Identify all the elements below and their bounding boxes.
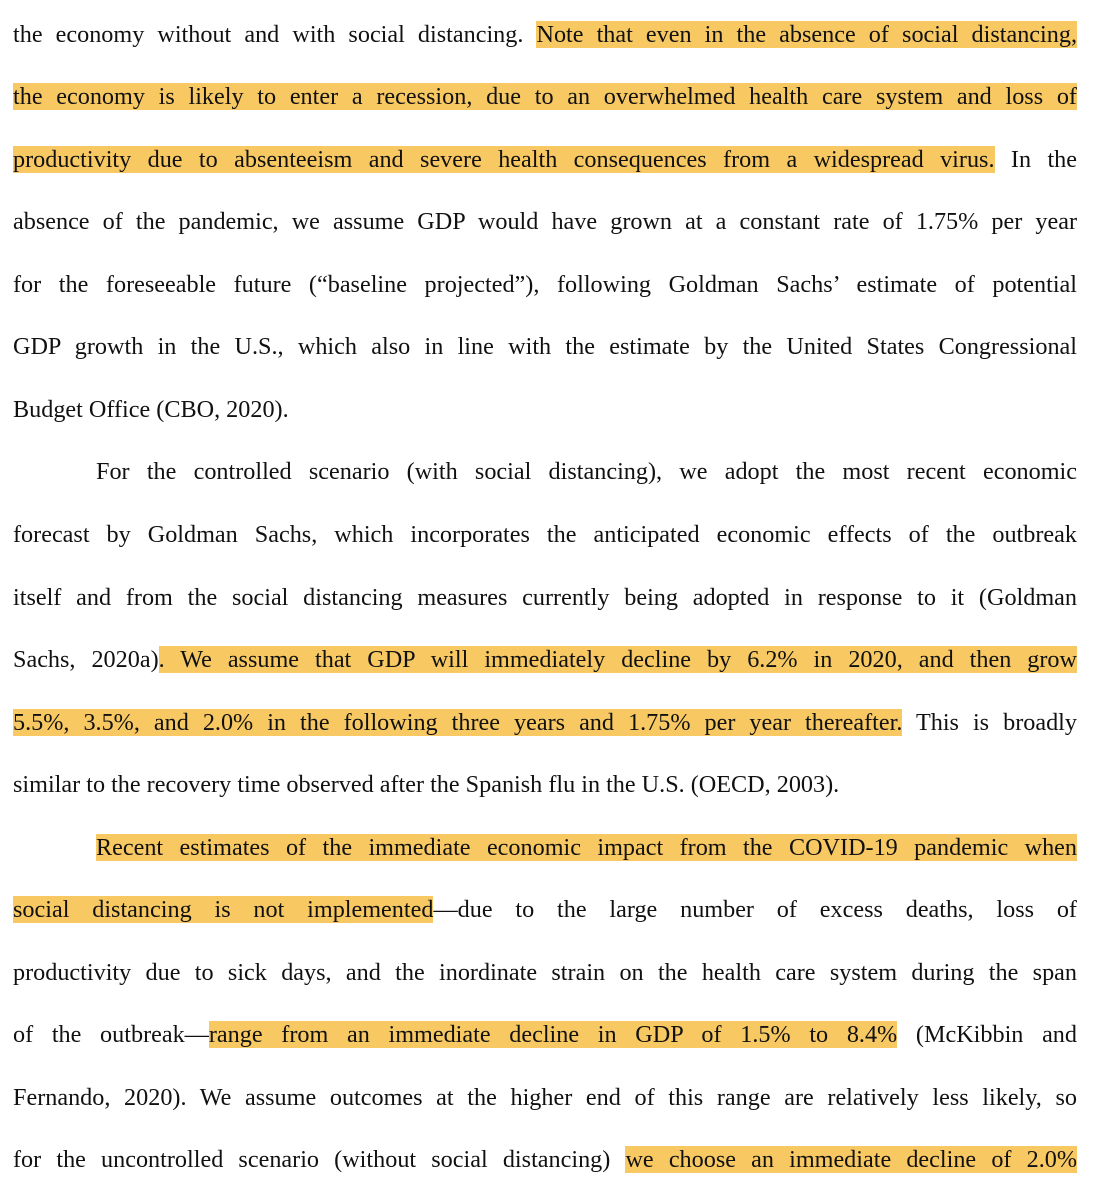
text-line [13, 953, 1077, 993]
text-line [13, 1015, 1077, 1055]
highlighted-segment: social distancing is not implemented [13, 896, 434, 923]
text-segment: —due to the large number of excess deaths, loss of [433, 896, 1077, 923]
text-segment: Fernando, 2020). We assume outcomes at the higher end of this range are relatively less likely, so [13, 1084, 1077, 1111]
text-line [96, 828, 1077, 868]
text-segment: the economy without and with social distancing. [13, 21, 537, 48]
text-line [13, 765, 1077, 805]
highlighted-segment: range from an immediate decline in GDP of 1.5% to 8.4% [208, 1021, 898, 1048]
text-line [13, 15, 1077, 55]
text-line [13, 77, 1077, 117]
text-line [13, 640, 1077, 680]
text-segment: for the uncontrolled scenario (without social distancing) [13, 1146, 626, 1173]
text-line [13, 890, 1077, 930]
text-line [13, 1078, 1077, 1118]
text-segment: productivity due to sick days, and the inordinate strain on the health care system during the span [13, 959, 1077, 986]
text-segment: itself and from the social distancing measures currently being adopted in response to it (Goldman [13, 584, 1077, 611]
text-line [13, 202, 1077, 242]
highlighted-segment: . We assume that GDP will immediately decline by 6.2% in 2020, and then grow [158, 646, 1077, 673]
text-segment: forecast by Goldman Sachs, which incorporates the anticipated economic effects of the outbreak [13, 521, 1077, 548]
text-line [13, 703, 1077, 743]
text-segment: This is broadly [902, 709, 1077, 736]
text-segment: Sachs, 2020a) [13, 646, 159, 673]
text-segment: GDP growth in the U.S., which also in line with the estimate by the United States Congressional [13, 333, 1077, 360]
highlighted-segment: Recent estimates of the immediate economic impact from the COVID-19 pandemic when [96, 834, 1077, 861]
text-segment: of the outbreak— [13, 1021, 209, 1048]
text-line [96, 452, 1077, 492]
text-segment: Budget Office (CBO, 2020). [13, 396, 289, 423]
highlighted-segment: productivity due to absenteeism and severe health consequences from a widespread virus. [13, 146, 995, 173]
text-line [13, 515, 1077, 555]
highlighted-segment: 5.5%, 3.5%, and 2.0% in the following three years and 1.75% per year thereafter. [13, 709, 903, 736]
text-line [13, 578, 1077, 618]
text-segment: similar to the recovery time observed after the Spanish flu in the U.S. (OECD, 2003). [13, 771, 840, 798]
text-line [13, 1140, 1077, 1180]
highlighted-segment: we choose an immediate decline of 2.0% [625, 1146, 1077, 1173]
text-line [13, 390, 1077, 430]
highlighted-segment: the economy is likely to enter a recession, due to an overwhelmed health care system and loss of [13, 83, 1077, 110]
text-segment: For the controlled scenario (with social distancing), we adopt the most recent economic [96, 458, 1077, 485]
text-line [13, 140, 1077, 180]
text-segment: (McKibbin and [897, 1021, 1077, 1048]
text-line [13, 265, 1077, 305]
text-segment: In the [994, 146, 1077, 173]
text-segment: for the foreseeable future (“baseline projected”), following Goldman Sachs’ estimate of potential [13, 271, 1077, 298]
text-line [13, 327, 1077, 367]
highlighted-segment: Note that even in the absence of social distancing, [536, 21, 1077, 48]
text-segment: absence of the pandemic, we assume GDP would have grown at a constant rate of 1.75% per year [13, 208, 1077, 235]
